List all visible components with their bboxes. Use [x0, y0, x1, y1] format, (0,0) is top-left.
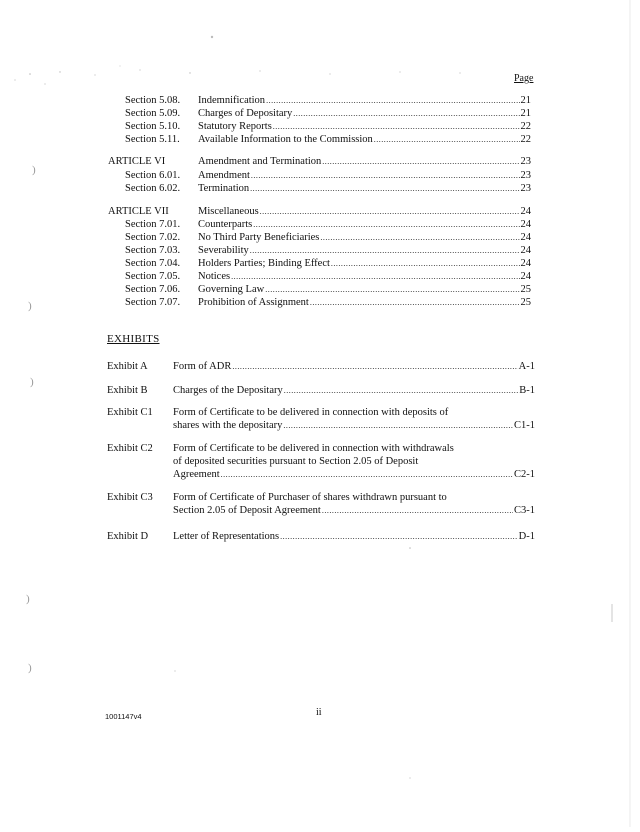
toc-section-number: Section 5.10.	[125, 121, 181, 132]
toc-title: Amendment	[198, 170, 250, 181]
toc-section-number: Section 7.03.	[125, 245, 181, 256]
exhibit-label: Exhibit C1	[107, 407, 153, 418]
toc-section-number: Section 7.04.	[125, 258, 181, 269]
toc-section-number: Section 7.01.	[125, 219, 181, 230]
toc-page: 25	[520, 297, 531, 308]
toc-article-number: ARTICLE VII	[108, 206, 169, 217]
exhibit-title: of deposited securities pursuant to Section 2.05 of Deposit	[173, 456, 419, 467]
exhibit-title: Letter of Representations	[173, 531, 280, 542]
toc-page: 24	[520, 232, 531, 243]
toc-title: Prohibition of Assignment	[198, 297, 309, 308]
toc-page: 25	[520, 284, 531, 295]
toc-section-number: Section 6.01.	[125, 170, 181, 181]
exhibit-title: Form of ADR	[173, 361, 232, 372]
exhibit-label: Exhibit C3	[107, 492, 153, 503]
toc-title: Severability	[198, 245, 249, 256]
exhibit-label: Exhibit C2	[107, 443, 153, 454]
exhibit-title: Agreement	[173, 469, 220, 480]
toc-title: Amendment and Termination	[198, 156, 322, 167]
toc-title: Miscellaneous	[198, 206, 259, 217]
toc-title: Termination	[198, 183, 250, 194]
punch-hole-mark: )	[28, 662, 32, 674]
exhibit-title: Form of Certificate to be delivered in connection with deposits of	[173, 407, 449, 418]
toc-page: 22	[520, 121, 531, 132]
toc-title: Statutory Reports	[198, 121, 272, 132]
toc-page: 23	[520, 170, 531, 181]
exhibit-page: C1-1	[514, 420, 535, 431]
toc-title: Charges of Depositary	[198, 108, 293, 119]
exhibit-page: D-1	[518, 531, 535, 542]
toc-page: 24	[520, 206, 531, 217]
toc-section-number: Section 5.08.	[125, 95, 181, 106]
exhibit-page: C2-1	[514, 469, 535, 480]
toc-section-number: Section 7.07.	[125, 297, 181, 308]
exhibit-page: A-1	[518, 361, 535, 372]
document-id: 1001147v4	[105, 712, 142, 721]
exhibit-label: Exhibit D	[107, 531, 149, 542]
toc-page: 24	[520, 245, 531, 256]
toc-page: 22	[520, 134, 531, 145]
exhibit-page: C3-1	[514, 505, 535, 516]
punch-hole-mark: )	[32, 164, 36, 176]
toc-title: Holders Parties; Binding Effect	[198, 258, 330, 269]
exhibit-label: Exhibit A	[107, 361, 148, 372]
exhibit-title: Charges of the Depositary	[173, 385, 283, 396]
footer-page-number: ii	[316, 707, 322, 718]
toc-title: Notices	[198, 271, 231, 282]
exhibit-page: B-1	[519, 385, 535, 396]
toc-section-number: Section 7.05.	[125, 271, 181, 282]
exhibit-title: shares with the depositary	[173, 420, 283, 431]
toc-page: 23	[520, 183, 531, 194]
toc-title: No Third Party Beneficiaries	[198, 232, 320, 243]
page-column-header: Page	[514, 73, 534, 84]
punch-hole-mark: )	[30, 376, 34, 388]
toc-section-number: Section 5.11.	[125, 134, 180, 145]
exhibit-label: Exhibit B	[107, 385, 148, 396]
toc-page: 24	[520, 271, 531, 282]
toc-page: 24	[520, 258, 531, 269]
toc-article-number: ARTICLE VI	[108, 156, 166, 167]
toc-title: Governing Law	[198, 284, 265, 295]
toc-page: 21	[520, 95, 531, 106]
toc-page: 23	[520, 156, 531, 167]
exhibit-title: Form of Certificate to be delivered in connection with withdrawals	[173, 443, 454, 454]
toc-page: 21	[520, 108, 531, 119]
toc-title: Counterparts	[198, 219, 253, 230]
exhibit-title: Section 2.05 of Deposit Agreement	[173, 505, 321, 516]
punch-hole-mark: )	[28, 300, 32, 312]
toc-page: 24	[520, 219, 531, 230]
exhibits-heading: EXHIBITS	[107, 333, 160, 345]
toc-section-number: Section 7.06.	[125, 284, 181, 295]
toc-title: Available Information to the Commission	[198, 134, 373, 145]
toc-section-number: Section 6.02.	[125, 183, 181, 194]
exhibit-title: Form of Certificate of Purchaser of shares withdrawn pursuant to	[173, 492, 447, 503]
toc-section-number: Section 5.09.	[125, 108, 181, 119]
toc-title: Indemnification	[198, 95, 266, 106]
toc-section-number: Section 7.02.	[125, 232, 181, 243]
punch-hole-mark: )	[26, 593, 30, 605]
